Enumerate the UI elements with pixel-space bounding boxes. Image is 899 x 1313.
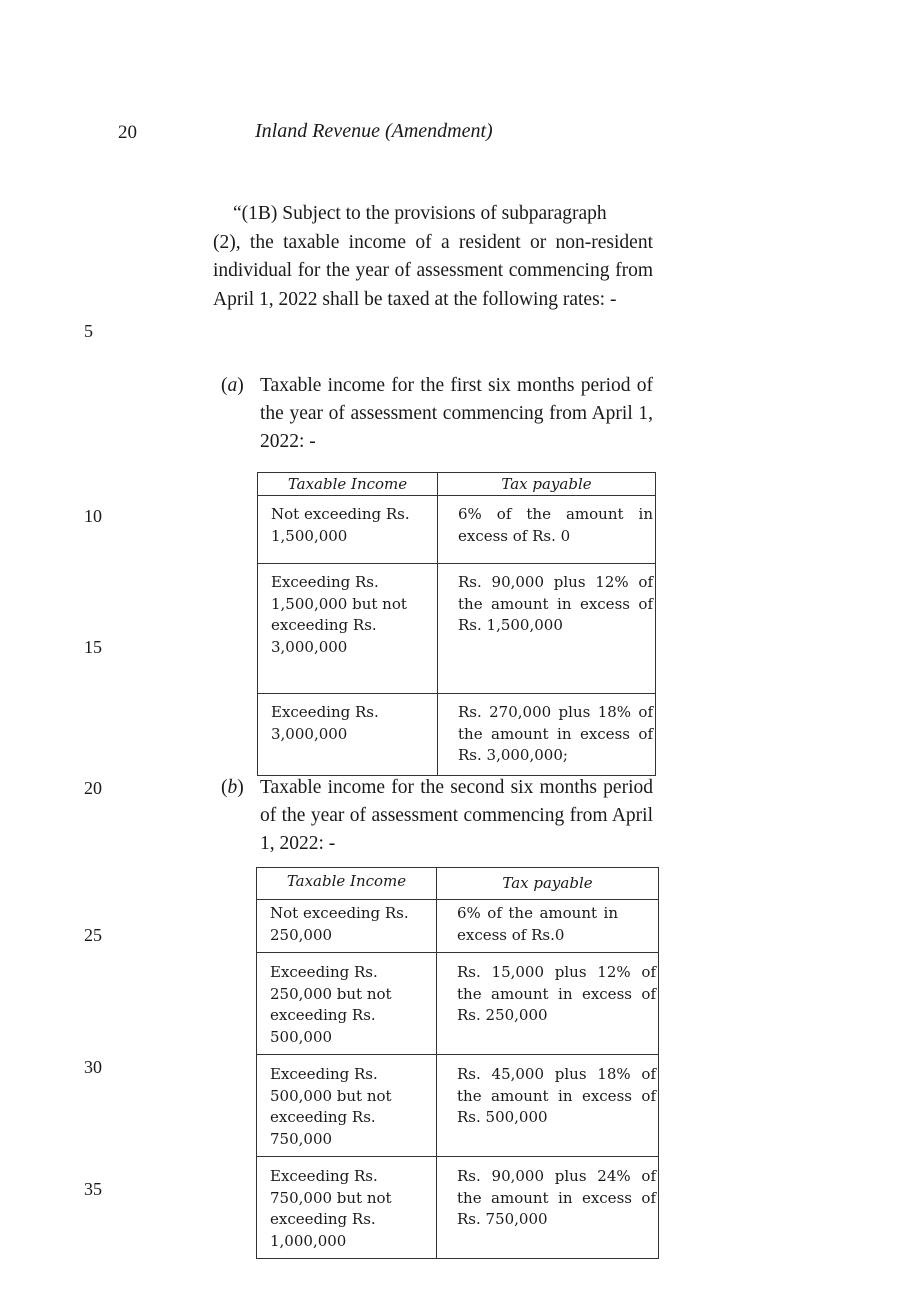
tax-payable-cell: Rs. 270,000 plus 18% of the amount in excess of Rs. 3,000,000; <box>458 703 653 764</box>
page-number: 20 <box>118 122 137 143</box>
item-a <box>221 372 653 456</box>
tax-payable-cell: Rs. 90,000 plus 24% of the amount in excess of Rs. 750,000 <box>457 1167 656 1228</box>
taxable-income-cell: Not exceeding Rs. 250,000 <box>270 904 409 944</box>
table-header-row <box>257 868 659 900</box>
label-open-paren: ( <box>221 375 228 396</box>
table-row <box>257 1055 659 1157</box>
table-row <box>257 1157 659 1259</box>
column-header: Tax payable <box>438 473 656 496</box>
running-title: Inland Revenue (Amendment) <box>255 120 493 142</box>
label-close-paren: ) <box>237 777 244 798</box>
taxable-income-cell: Exceeding Rs. 250,000 but not exceeding Rs. 500,000 <box>270 963 392 1046</box>
table-row <box>257 953 659 1055</box>
tax-payable-cell: Rs. 15,000 plus 12% of the amount in excess of Rs. 250,000 <box>457 963 656 1024</box>
label-letter: b <box>227 777 238 798</box>
column-header: Tax payable <box>437 868 659 900</box>
line-number: 20 <box>84 778 102 798</box>
taxable-income-cell: Exceeding Rs. 750,000 but not exceeding Rs. 1,000,000 <box>270 1167 392 1250</box>
label-open-paren: ( <box>221 777 228 798</box>
tax-payable-cell: Rs. 90,000 plus 12% of the amount in excess of Rs. 1,500,000 <box>458 573 653 634</box>
tax-payable-cell: 6% of the amount in excess of Rs.0 <box>457 904 618 944</box>
item-b <box>221 774 653 858</box>
line-number: 25 <box>84 925 102 945</box>
taxable-income-cell: Exceeding Rs. 1,500,000 but not exceeding Rs. 3,000,000 <box>271 573 407 656</box>
line-number: 5 <box>84 321 93 341</box>
label-letter: a <box>227 375 238 396</box>
intro-first-line: “(1B) Subject to the provisions of subparagraph <box>233 203 607 224</box>
tax-payable-cell: Rs. 45,000 plus 18% of the amount in excess of Rs. 500,000 <box>457 1065 656 1126</box>
item-a-text: Taxable income for the first six months period of the year of assessment commencing from April 1, 2022: - <box>260 375 653 452</box>
line-number: 10 <box>84 506 102 526</box>
line-number: 35 <box>84 1179 102 1199</box>
label-close-paren: ) <box>237 375 244 396</box>
table-header-row <box>258 473 656 496</box>
table-row <box>258 694 656 776</box>
column-header: Taxable Income <box>257 868 437 900</box>
intro-rest: (2), the taxable income of a resident or non-resident individual for the year of assessment commencing from April 1, 2022 shall be taxed at the following rates: - <box>213 231 653 311</box>
taxable-income-cell: Exceeding Rs. 500,000 but not exceeding Rs. 750,000 <box>270 1065 392 1148</box>
taxable-income-cell: Exceeding Rs. 3,000,000 <box>271 703 379 743</box>
line-number: 15 <box>84 637 102 657</box>
column-header: Taxable Income <box>258 473 438 496</box>
line-number: 30 <box>84 1057 102 1077</box>
item-b-text: Taxable income for the second six months period of the year of assessment commencing from April 1, 2022: - <box>260 777 653 854</box>
item-b-label <box>221 774 244 802</box>
tax-payable-cell: 6% of the amount in excess of Rs. 0 <box>458 505 653 545</box>
table-row <box>258 496 656 564</box>
item-a-label <box>221 372 244 400</box>
tax-table-first-half <box>257 472 656 776</box>
table-row <box>257 900 659 953</box>
table-row <box>258 564 656 694</box>
tax-table-second-half <box>256 867 659 1259</box>
taxable-income-cell: Not exceeding Rs. 1,500,000 <box>271 505 410 545</box>
intro-paragraph <box>213 200 653 315</box>
